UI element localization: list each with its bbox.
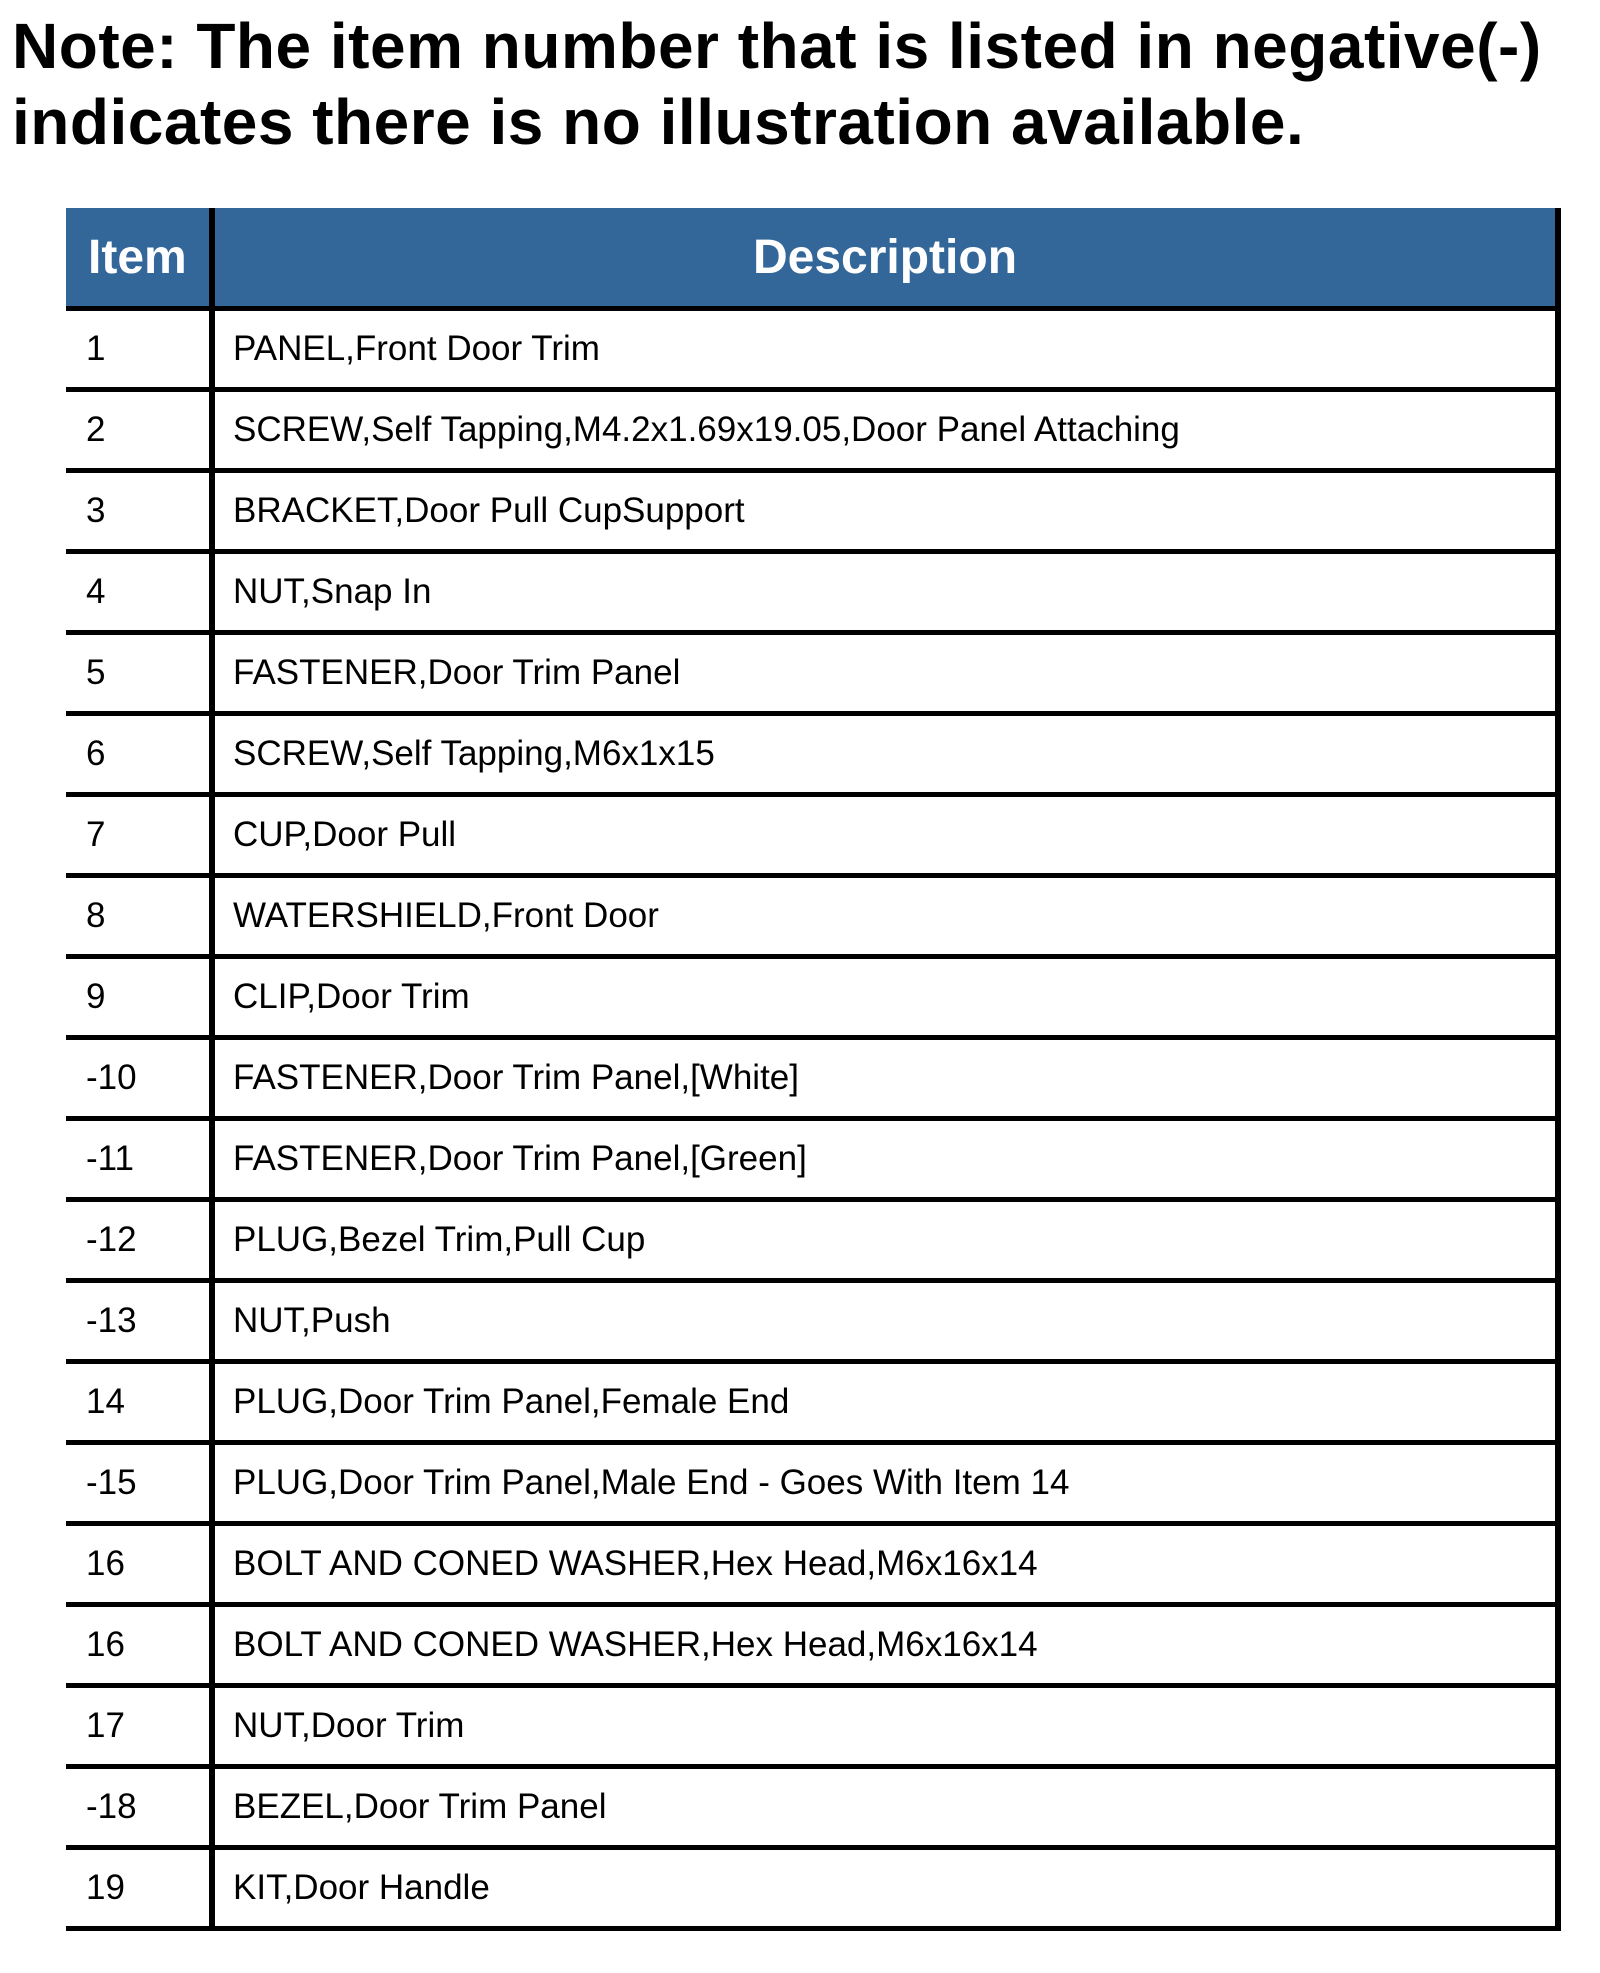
table-row (66, 1767, 1555, 1848)
table-row (66, 1443, 1555, 1524)
table-row (66, 552, 1555, 633)
table-row (66, 1524, 1555, 1605)
description-cell: SCREW,Self Tapping,M4.2x1.69x19.05,Door Panel Attaching (212, 390, 1555, 471)
item-number-cell: 16 (66, 1605, 212, 1686)
table-row (66, 309, 1555, 390)
item-number-cell: 9 (66, 957, 212, 1038)
table-row (66, 795, 1555, 876)
table-row (66, 633, 1555, 714)
table-body (66, 309, 1555, 1929)
description-cell: SCREW,Self Tapping,M6x1x15 (212, 714, 1555, 795)
description-cell: FASTENER,Door Trim Panel,[White] (212, 1038, 1555, 1119)
description-cell: CUP,Door Pull (212, 795, 1555, 876)
item-number-cell: 1 (66, 309, 212, 390)
table-row (66, 1362, 1555, 1443)
item-number-cell: -10 (66, 1038, 212, 1119)
column-header-description: Description (212, 208, 1555, 309)
table-header-row (66, 208, 1555, 309)
item-number-cell: 16 (66, 1524, 212, 1605)
item-number-cell: 3 (66, 471, 212, 552)
item-number-cell: -11 (66, 1119, 212, 1200)
item-number-cell: 6 (66, 714, 212, 795)
note-line-2: indicates there is no illustration available. (12, 86, 1305, 158)
description-cell: PLUG,Door Trim Panel,Female End (212, 1362, 1555, 1443)
table-row (66, 1038, 1555, 1119)
table-row (66, 390, 1555, 471)
item-number-cell: -15 (66, 1443, 212, 1524)
table-row (66, 876, 1555, 957)
table-row (66, 957, 1555, 1038)
table-row (66, 1605, 1555, 1686)
item-number-cell: -18 (66, 1767, 212, 1848)
parts-table-container (66, 208, 1561, 1931)
item-number-cell: 8 (66, 876, 212, 957)
table-row (66, 1686, 1555, 1767)
description-cell: NUT,Snap In (212, 552, 1555, 633)
item-number-cell: 2 (66, 390, 212, 471)
item-number-cell: -12 (66, 1200, 212, 1281)
description-cell: NUT,Push (212, 1281, 1555, 1362)
item-number-cell: -13 (66, 1281, 212, 1362)
note-line-1: Note: The item number that is listed in negative(-) (12, 10, 1542, 82)
item-number-cell: 7 (66, 795, 212, 876)
description-cell: KIT,Door Handle (212, 1848, 1555, 1929)
description-cell: PANEL,Front Door Trim (212, 309, 1555, 390)
column-header-item: Item (66, 208, 212, 309)
description-cell: BOLT AND CONED WASHER,Hex Head,M6x16x14 (212, 1524, 1555, 1605)
description-cell: WATERSHIELD,Front Door (212, 876, 1555, 957)
parts-table (66, 208, 1555, 1931)
description-cell: PLUG,Bezel Trim,Pull Cup (212, 1200, 1555, 1281)
item-number-cell: 5 (66, 633, 212, 714)
item-number-cell: 17 (66, 1686, 212, 1767)
table-row (66, 1200, 1555, 1281)
item-number-cell: 14 (66, 1362, 212, 1443)
table-row (66, 1848, 1555, 1929)
description-cell: CLIP,Door Trim (212, 957, 1555, 1038)
description-cell: PLUG,Door Trim Panel,Male End - Goes With Item 14 (212, 1443, 1555, 1524)
item-number-cell: 4 (66, 552, 212, 633)
table-row (66, 1119, 1555, 1200)
description-cell: FASTENER,Door Trim Panel (212, 633, 1555, 714)
item-number-cell: 19 (66, 1848, 212, 1929)
table-row (66, 714, 1555, 795)
description-cell: BOLT AND CONED WASHER,Hex Head,M6x16x14 (212, 1605, 1555, 1686)
table-row (66, 471, 1555, 552)
table-row (66, 1281, 1555, 1362)
description-cell: NUT,Door Trim (212, 1686, 1555, 1767)
description-cell: BRACKET,Door Pull CupSupport (212, 471, 1555, 552)
page-note (12, 8, 1592, 160)
description-cell: FASTENER,Door Trim Panel,[Green] (212, 1119, 1555, 1200)
description-cell: BEZEL,Door Trim Panel (212, 1767, 1555, 1848)
